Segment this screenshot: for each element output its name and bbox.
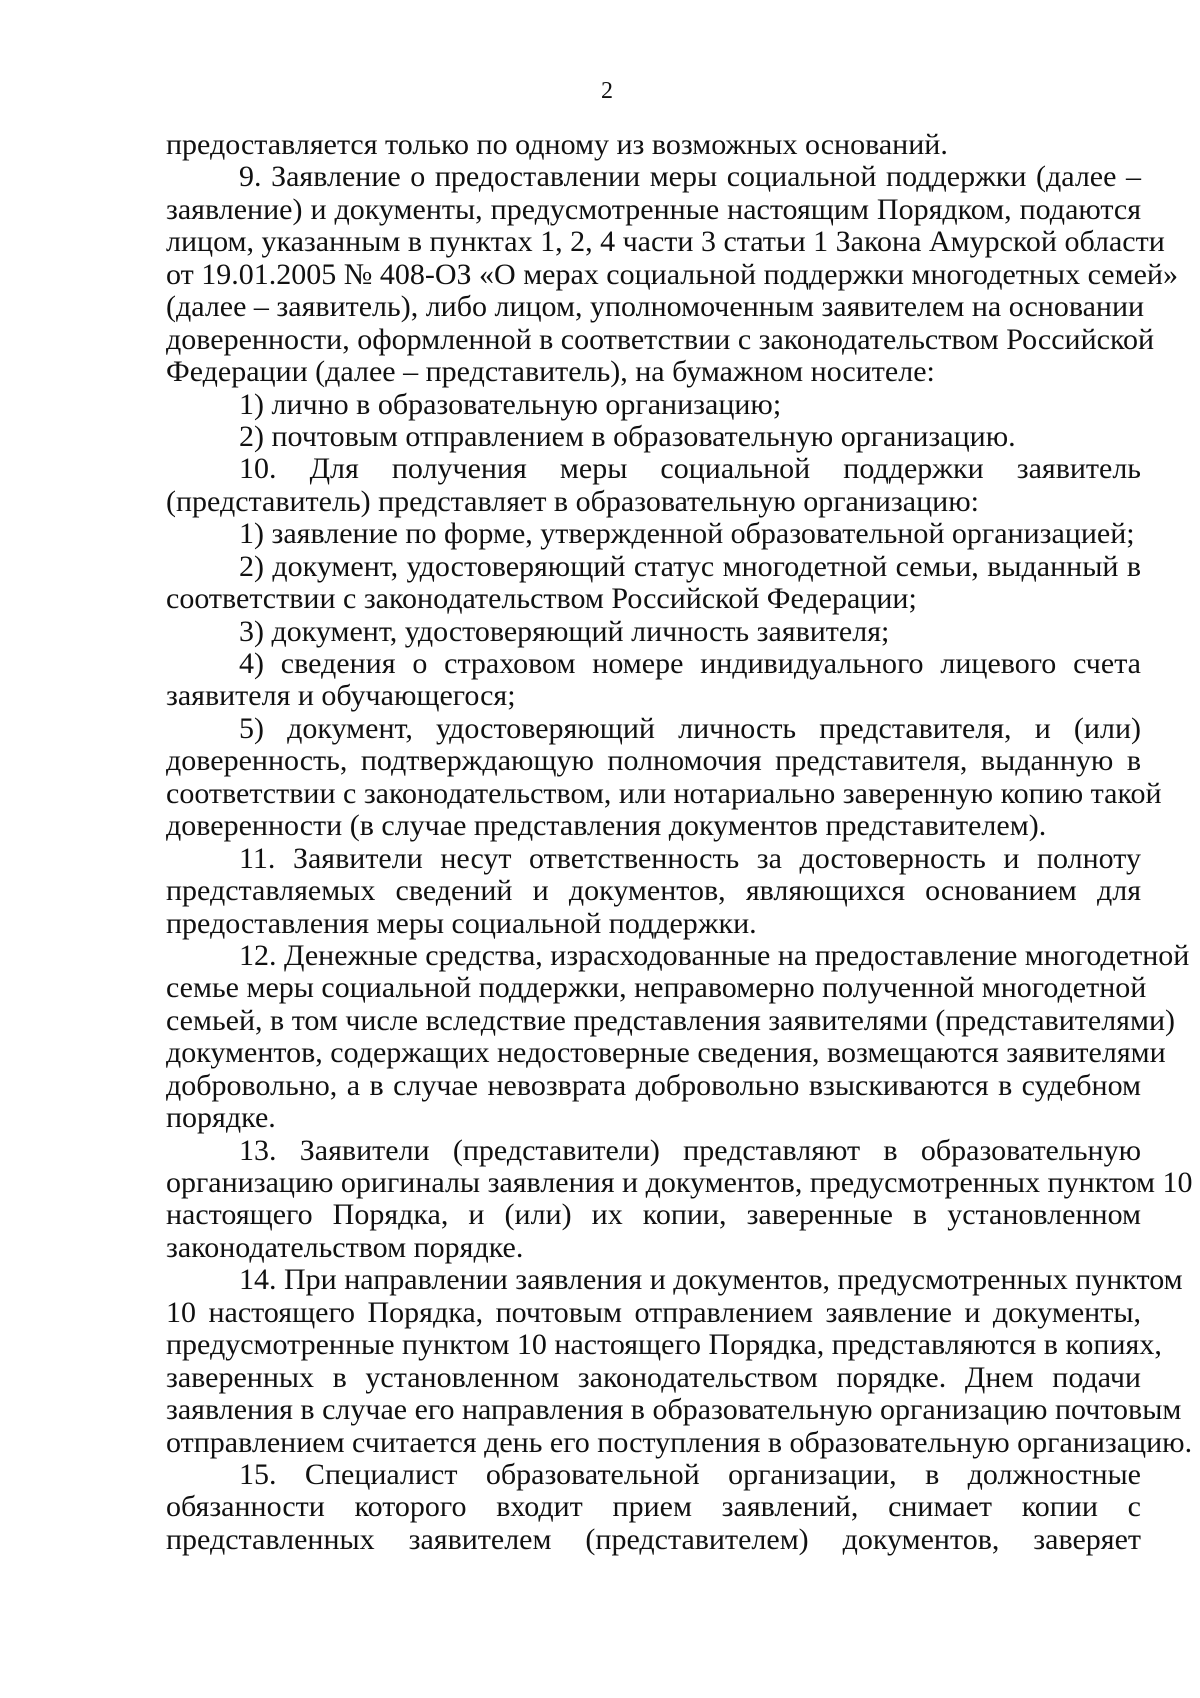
text-line: семьей, в том числе вследствие представления заявителями (представителями) bbox=[166, 1003, 1175, 1037]
text-line: 14. При направлении заявления и документов, предусмотренных пунктом bbox=[239, 1263, 1183, 1297]
text-line: предоставления меры социальной поддержки. bbox=[166, 906, 757, 940]
text-line: лицом, указанным в пунктах 1, 2, 4 части 3 статьи 1 Закона Амурской области bbox=[166, 225, 1165, 259]
text-line: 13. Заявители (представители) представляют в образовательную bbox=[239, 1133, 1141, 1167]
text-line: представляемых сведений и документов, являющихся основанием для bbox=[166, 874, 1141, 908]
text-line: 2) документ, удостоверяющий статус многодетной семьи, выданный в bbox=[239, 549, 1141, 583]
text-line: доверенности, оформленной в соответствии с законодательством Российской bbox=[166, 322, 1155, 356]
text-line: соответствии с законодательством Российской Федерации; bbox=[166, 582, 917, 616]
text-line: обязанности которого входит прием заявлений, снимает копии с bbox=[166, 1490, 1141, 1524]
text-line: организацию оригиналы заявления и документов, предусмотренных пунктом 10 bbox=[166, 1166, 1193, 1199]
text-line: заявление) и документы, предусмотренные настоящим Порядком, подаются bbox=[166, 192, 1141, 226]
page-number: 2 bbox=[601, 78, 613, 104]
text-line: семье меры социальной поддержки, неправомерно полученной многодетной bbox=[166, 971, 1147, 1005]
text-line: отправлением считается день его поступления в образовательную организацию. bbox=[166, 1425, 1193, 1459]
text-line: 11. Заявители несут ответственность за достоверность и полноту bbox=[239, 841, 1141, 875]
text-line: 10. Для получения меры социальной поддержки заявитель bbox=[239, 452, 1141, 486]
text-line: (далее – заявитель), либо лицом, уполномоченным заявителем на основании bbox=[166, 290, 1145, 324]
text-line: 12. Денежные средства, израсходованные на предоставление многодетной bbox=[239, 938, 1190, 972]
text-line: (представитель) представляет в образовательную организацию: bbox=[166, 484, 979, 518]
text-line: доверенность, подтверждающую полномочия представителя, выданную в bbox=[166, 744, 1141, 778]
text-line: представленных заявителем (представителем) документов, заверяет bbox=[166, 1522, 1141, 1556]
text-line: добровольно, а в случае невозврата добровольно взыскиваются в судебном bbox=[166, 1068, 1141, 1102]
text-line: 2) почтовым отправлением в образовательную организацию. bbox=[239, 419, 1016, 453]
document-body bbox=[166, 128, 1193, 1556]
text-line: предусмотренные пунктом 10 настоящего Порядка, представляются в копиях, bbox=[166, 1328, 1162, 1362]
text-line: заверенных в установленном законодательством порядке. Днем подачи bbox=[166, 1360, 1141, 1394]
text-line: 9. Заявление о предоставлении меры социальной поддержки (далее – bbox=[239, 160, 1141, 194]
text-line: заявителя и обучающегося; bbox=[166, 679, 516, 713]
text-line: 1) лично в образовательную организацию; bbox=[239, 387, 782, 421]
text-line: от 19.01.2005 № 408-ОЗ «О мерах социальной поддержки многодетных семей» bbox=[166, 257, 1178, 291]
text-line: соответствии с законодательством, или нотариально заверенную копию такой bbox=[166, 776, 1162, 810]
text-line: 5) документ, удостоверяющий личность представителя, и (или) bbox=[239, 711, 1141, 745]
text-line: доверенности (в случае представления документов представителем). bbox=[166, 809, 1047, 843]
text-line: документов, содержащих недостоверные сведения, возмещаются заявителями bbox=[166, 1036, 1166, 1070]
text-line: Федерации (далее – представитель), на бумажном носителе: bbox=[166, 355, 935, 389]
text-line: предоставляется только по одному из возможных оснований. bbox=[166, 128, 948, 161]
text-line: 3) документ, удостоверяющий личность заявителя; bbox=[239, 614, 890, 648]
text-line: 1) заявление по форме, утвержденной образовательной организацией; bbox=[239, 517, 1135, 551]
text-line: порядке. bbox=[166, 1101, 276, 1135]
text-line: 10 настоящего Порядка, почтовым отправлением заявление и документы, bbox=[166, 1295, 1141, 1329]
text-line: 15. Специалист образовательной организации, в должностные bbox=[239, 1457, 1141, 1491]
text-line: 4) сведения о страховом номере индивидуального лицевого счета bbox=[239, 647, 1141, 680]
text-line: законодательством порядке. bbox=[166, 1230, 524, 1264]
text-line: настоящего Порядка, и (или) их копии, заверенные в установленном bbox=[166, 1198, 1141, 1232]
text-line: заявления в случае его направления в образовательную организацию почтовым bbox=[166, 1393, 1182, 1427]
